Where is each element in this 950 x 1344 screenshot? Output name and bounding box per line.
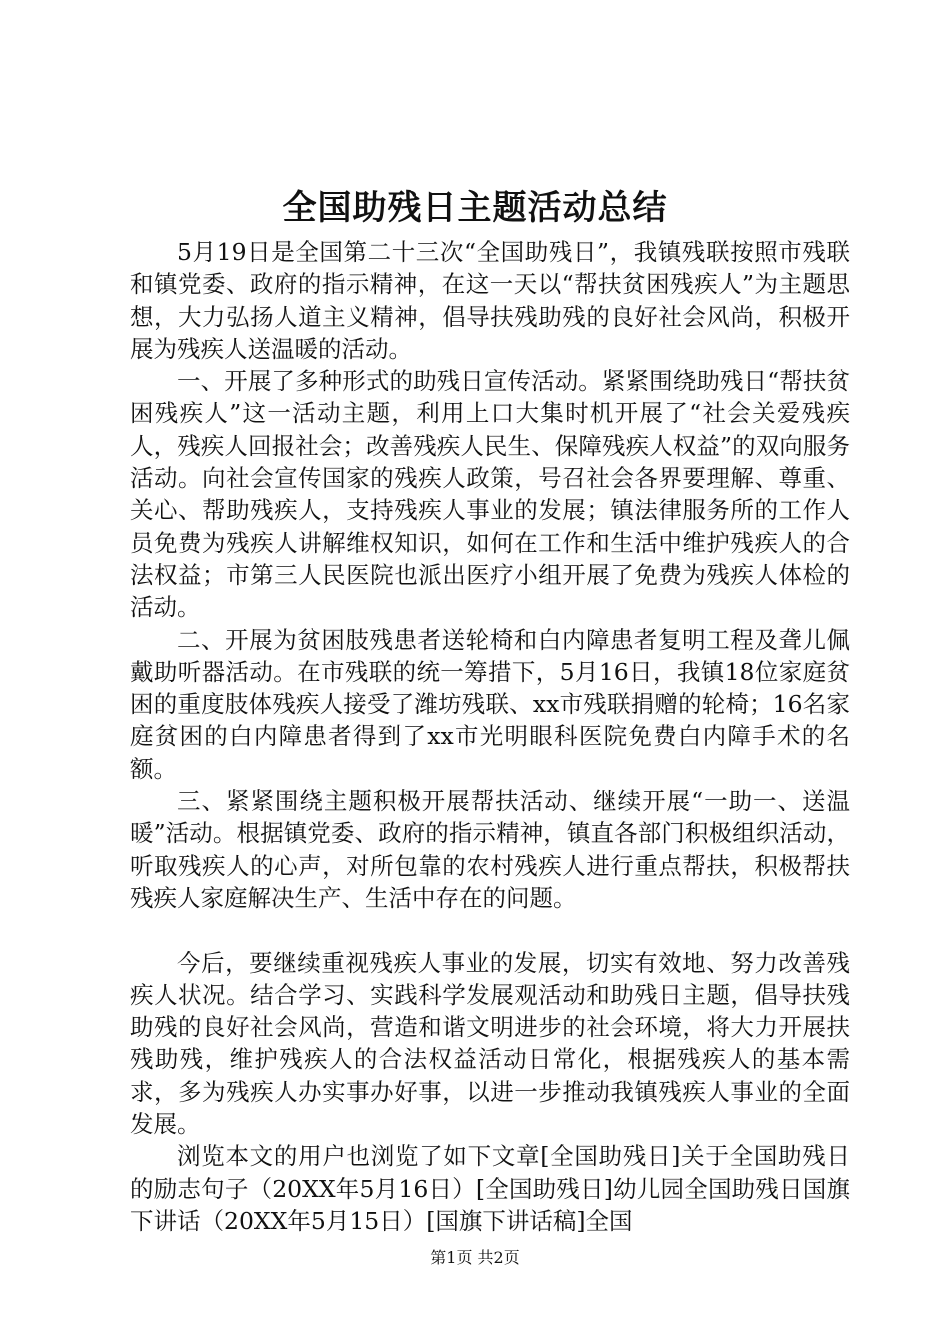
paragraph-section-one: 一、开展了多种形式的助残日宣传活动。紧紧围绕助残日“帮扶贫困残疾人”这一活动主题，利用上口大集时机开展了“社会关爱残疾人，残疾人回报社会；改善残疾人民生、保障残疾人权益”的双向服务活动。向社会宣传国家的残疾人政策，号召社会各界要理解、尊重、关心、帮助残疾人，支持残疾人事业的发展；镇法律服务所的工作人员免费为残疾人讲解维权知识，如何在工作和生活中维护残疾人的合法权益；市第三人民医院也派出医疗小组开展了免费为残疾人体检的活动。: [130, 367, 850, 622]
paragraph-section-two: 二、开展为贫困肢残患者送轮椅和白内障患者复明工程及聋儿佩戴助听器活动。在市残联的统一筹措下，5月16日，我镇18位家庭贫困的重度肢体残疾人接受了潍坊残联、xx市残联捐赠的轮椅；16名家庭贫困的白内障患者得到了xx市光明眼科医院免费白内障手术的名额。: [130, 625, 850, 783]
page-number-footer: 第1页 共2页: [430, 1248, 520, 1267]
paragraph-intro: 5月19日是全国第二十三次“全国助残日”，我镇残联按照市残联和镇党委、政府的指示精神，在这一天以“帮扶贫困残疾人”为主题思想，大力弘扬人道主义精神，倡导扶残助残的良好社会风尚，积极开展为残疾人送温暖的活动。: [130, 238, 850, 363]
paragraph-spacer: [130, 914, 850, 946]
paragraph-related-articles: 浏览本文的用户也浏览了如下文章[全国助残日]关于全国助残日的励志句子（20XX年5月16日）[全国助残日]幼儿园全国助残日国旗下讲话（20XX年5月15日）[国旗下讲话稿]全国: [130, 1142, 850, 1235]
document-body: [130, 236, 850, 1237]
paragraph-conclusion: 今后，要继续重视残疾人事业的发展，切实有效地、努力改善残疾人状况。结合学习、实践科学发展观活动和助残日主题，倡导扶残助残的良好社会风尚，营造和谐文明进步的社会环境，将大力开展扶残助残，维护残疾人的合法权益活动日常化，根据残疾人的基本需求，多为残疾人办实事办好事，以进一步推动我镇残疾人事业的全面发展。: [130, 948, 850, 1139]
document-title: 全国助残日主题活动总结: [282, 188, 668, 228]
paragraph-section-three: 三、紧紧围绕主题积极开展帮扶活动、继续开展“一助一、送温暖”活动。根据镇党委、政府的指示精神，镇直各部门积极组织活动，听取残疾人的心声，对所包靠的农村残疾人进行重点帮扶，积极帮扶残疾人家庭解决生产、生活中存在的问题。: [130, 787, 850, 912]
